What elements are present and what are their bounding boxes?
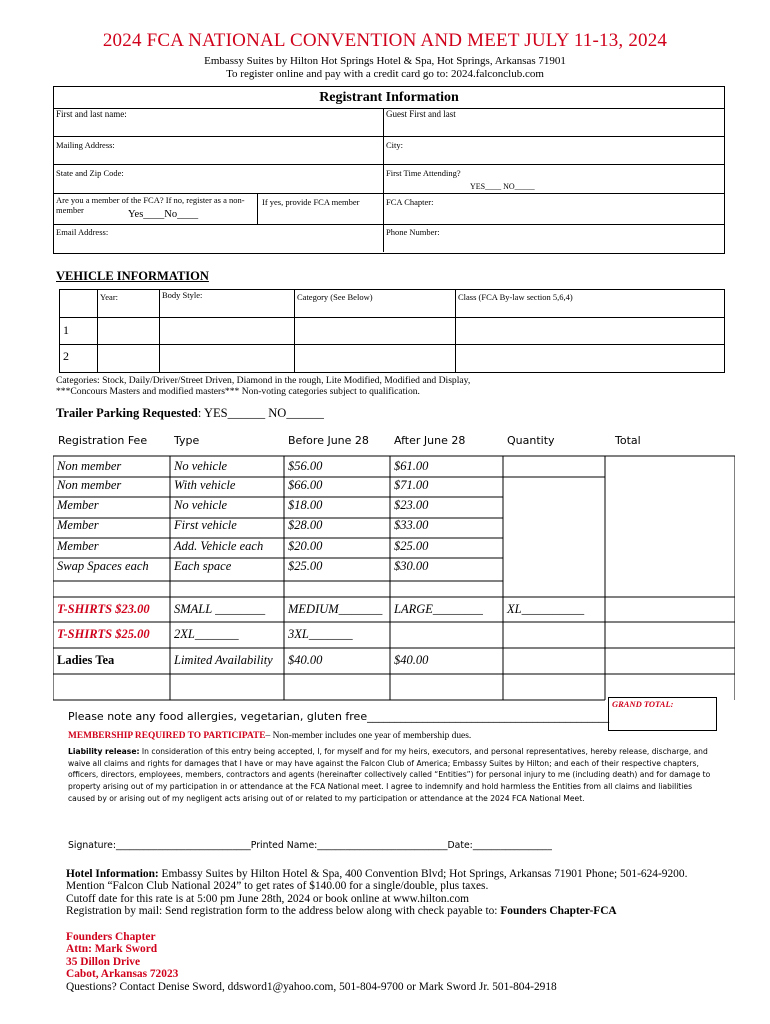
membership-required: MEMBERSHIP REQUIRED TO PARTICIPATE [68,731,266,741]
vehicle-row-2: 2 [63,349,69,363]
vehicle-concours-note: ***Concours Masters and modified masters*** Non-voting categories subject to qualification. [56,386,420,397]
registrant-table [53,86,725,254]
registrant-heading: Registrant Information [319,90,459,105]
liability-release [68,746,718,805]
fee-row-before: $18.00 [288,498,323,512]
member-number-field[interactable]: If yes, provide FCA member [262,197,360,207]
fee-row-type: With vehicle [174,478,236,492]
fee-row-name: Non member [57,459,122,473]
member-question: Are you a member of the FCA? If no, register as a non-member [56,195,245,215]
hotel-line3: Cutoff date for this rate is at 5:00 pm June 28th, 2024 or book online at www.hilton.com [66,892,470,905]
hotel-payee: Founders Chapter-FCA [500,905,617,918]
phone-field[interactable]: Phone Number: [386,227,440,237]
tshirt-3xl-field[interactable]: 3XL_______ [288,627,353,641]
fca-chapter-field[interactable]: FCA Chapter: [386,197,434,207]
hotel-line1: Embassy Suites by Hilton Hotel & Spa, 400 Convention Blvd; Hot Springs, Arkansas 71901 Phone; 501-624-9200. [158,868,688,880]
vehicle-row-1: 1 [63,323,69,337]
trailer-parking-options[interactable]: : YES______ NO______ [197,406,324,420]
fee-row-name: Non member [57,478,122,492]
fee-row-after: $33.00 [394,518,429,532]
allergies-field[interactable]: Please note any food allergies, vegetarian, gluten free____________________________________________ [68,710,610,723]
first-last-name-field[interactable]: First and last name: [56,109,127,119]
trailer-parking[interactable] [56,406,324,421]
membership-note [68,731,471,741]
vehicle-col-year: Year: [100,292,119,302]
tshirt-23-label: T-SHIRTS $23.00 [57,602,150,616]
city-field[interactable]: City: [386,140,404,150]
fees-header-quantity: Quantity [507,434,555,447]
fees-header-before: Before June 28 [288,434,369,447]
ladies-tea-label: Ladies Tea [57,653,115,667]
first-time-yes-no[interactable]: YES____ NO_____ [470,182,535,191]
fee-row-after: $61.00 [394,459,429,473]
address-line1: Founders Chapter [66,931,156,943]
vehicle-heading: VEHICLE INFORMATION [56,269,209,283]
fee-row-type: No vehicle [174,498,228,512]
tshirt-2xl-field[interactable]: 2XL_______ [174,627,239,641]
hotel-label: Hotel Information: [66,868,159,880]
mailing-address-field[interactable]: Mailing Address: [56,140,115,150]
fee-row-before: $28.00 [288,518,323,532]
vehicle-col-body: Body Style: [162,290,203,300]
fee-row-after: $30.00 [394,559,429,573]
trailer-parking-label: Trailer Parking Requested [56,406,198,420]
state-zip-field[interactable]: State and Zip Code: [56,168,124,178]
mailing-address-block [66,931,557,993]
tshirt-large-field[interactable]: LARGE________ [394,602,483,616]
ladies-tea-after: $40.00 [394,653,429,667]
fee-row-after: $23.00 [394,498,429,512]
fee-row-type: First vehicle [174,518,237,532]
fee-row-type: Add. Vehicle each [174,539,264,553]
hotel-info [66,868,756,918]
fee-row-after: $25.00 [394,539,429,553]
vehicle-categories: Categories: Stock, Daily/Driver/Street Driven, Diamond in the rough, Lite Modified, Modified and Display, [56,375,471,386]
fees-header-total: Total [615,434,641,447]
tshirt-25-label: T-SHIRTS $25.00 [57,627,150,641]
fee-row-name: Member [57,539,99,553]
fee-row-name: Member [57,498,99,512]
vehicle-table [59,289,725,373]
fee-row-after: $71.00 [394,478,429,492]
ladies-tea-before: $40.00 [288,653,323,667]
fee-row-name: Swap Spaces each [57,559,149,573]
hotel-line2: Mention “Falcon Club National 2024” to get rates of $140.00 for a single/double, plus taxes. [66,880,489,893]
hotel-line4: Registration by mail: Send registration form to the address below along with check payable to: [66,905,501,918]
address-line3: 35 Dillon Drive [66,955,141,968]
membership-rest: – Non-member includes one year of membership dues. [265,731,472,741]
fees-header-type: Type [174,434,200,447]
tshirt-small-field[interactable]: SMALL ________ [174,602,266,616]
fee-row-name: Member [57,518,99,532]
venue-line: Embassy Suites by Hilton Hot Springs Hotel & Spa, Hot Springs, Arkansas 71901 [204,55,566,67]
fees-header-after: After June 28 [394,434,466,447]
liability-label: Liability release: [68,747,140,756]
fee-row-type: Each space [174,559,232,573]
fee-row-before: $25.00 [288,559,323,573]
fee-row-before: $20.00 [288,539,323,553]
register-online-line: To register online and pay with a credit card go to: 2024.falconclub.com [226,68,544,80]
email-field[interactable]: Email Address: [56,227,109,237]
fees-table [53,430,735,701]
fee-row-before: $66.00 [288,478,323,492]
vehicle-col-category: Category (See Below) [297,292,373,302]
tshirt-medium-field[interactable]: MEDIUM_______ [288,602,383,616]
tshirt-xl-field[interactable]: XL__________ [507,602,585,616]
address-line2: Attn: Mark Sword [66,943,158,956]
questions-contact: Questions? Contact Denise Sword, ddsword1@yahoo.com, 501-804-9700 or Mark Sword Jr. 501-804-2918 [66,980,557,993]
address-line4: Cabot, Arkansas 72023 [66,968,179,981]
fee-row-type: No vehicle [174,459,228,473]
fee-row-before: $56.00 [288,459,323,473]
grand-total-label: GRAND TOTAL: [612,699,674,709]
grand-total-box[interactable] [608,697,717,731]
member-yes-no[interactable]: Yes____No____ [128,209,199,220]
liability-text: In consideration of this entry being accepted, I, for myself and for my heirs, executors, and personal representatives, hereby release, discharge, and waive all claims and rights for damages that I have or may have against the Falcon Club of America; Embassy Suites by Hilton; and each of their respective chapters, officers, directors, employees, members, contractors and agents (hereinafter collectively called “Entities”) for personal injury to me (including death) and for damage to property arising out of my participation in or attendance at the FCA National meet. I agree to indemnify and hold harmless the Entities from all claims and liabilities caused by or arising out of my negligent acts arising out of or related to my participation or attendance at the 2024 FCA National Meet. [68,747,711,803]
page-title: 2024 FCA NATIONAL CONVENTION AND MEET JULY 11-13, 2024 [102,30,668,51]
fees-header-registration: Registration Fee [58,434,148,447]
guest-name-field[interactable]: Guest First and last [386,109,456,119]
vehicle-col-class: Class (FCA By-law section 5,6,4) [458,292,573,302]
first-time-label: First Time Attending? [386,168,461,178]
signature-line[interactable]: Signature:_____________________________Printed Name:____________________________Date:_________________ [68,840,552,851]
ladies-tea-type: Limited Availability [174,653,273,667]
